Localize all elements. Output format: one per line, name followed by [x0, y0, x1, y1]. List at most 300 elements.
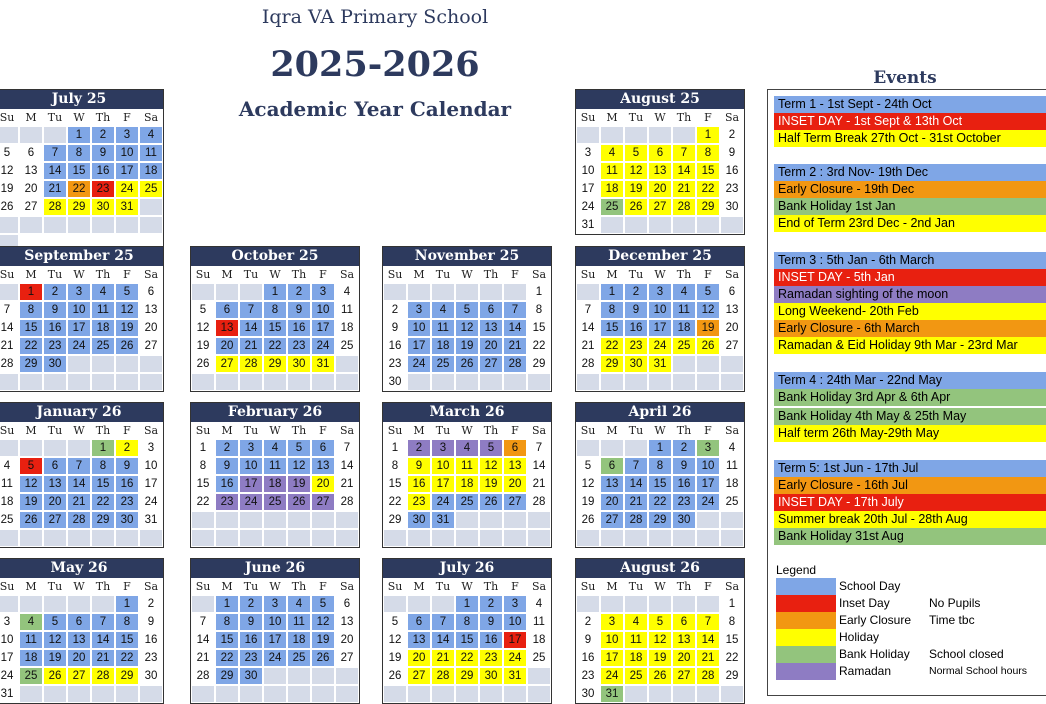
- day-cell: 2: [215, 439, 239, 457]
- day-cell: 4: [431, 301, 455, 319]
- empty-cell: [696, 529, 720, 547]
- weekday-label: Sa: [339, 580, 355, 593]
- day-cell: 3: [648, 283, 672, 301]
- weekday-label: Th: [676, 268, 692, 281]
- weekday-label: M: [606, 424, 618, 437]
- day-cell: 13: [407, 631, 431, 649]
- day-cell: 12: [115, 301, 139, 319]
- empty-cell: [648, 529, 672, 547]
- weekday-label: Sa: [143, 111, 159, 124]
- day-cell: 21: [91, 649, 115, 667]
- empty-cell: [600, 216, 624, 234]
- empty-cell: [503, 685, 527, 703]
- empty-cell: [407, 283, 431, 301]
- empty-cell: [455, 283, 479, 301]
- day-cell: 13: [672, 631, 696, 649]
- empty-cell: [527, 667, 551, 685]
- day-cell: 30: [407, 511, 431, 529]
- day-cell: 2: [672, 439, 696, 457]
- weekday-label: Su: [580, 580, 596, 593]
- day-cell: 6: [479, 301, 503, 319]
- day-cell: 10: [115, 144, 139, 162]
- day-cell: 17: [576, 180, 600, 198]
- day-cell: 18: [600, 180, 624, 198]
- day-cell: 29: [383, 511, 407, 529]
- weekday-label: W: [461, 268, 473, 281]
- empty-cell: [0, 283, 19, 301]
- day-cell: 28: [576, 355, 600, 373]
- weekday-label: Th: [291, 580, 307, 593]
- day-cell: 29: [263, 355, 287, 373]
- weekday-label: Tu: [243, 424, 259, 437]
- empty-cell: [407, 595, 431, 613]
- empty-cell: [527, 373, 551, 391]
- empty-cell: [19, 216, 43, 234]
- day-cell: 27: [503, 493, 527, 511]
- day-cell: 26: [383, 667, 407, 685]
- empty-cell: [67, 685, 91, 703]
- legend-label: Inset Day: [839, 596, 890, 610]
- month-title: March 26: [383, 403, 551, 422]
- day-cell: 7: [239, 301, 263, 319]
- empty-cell: [672, 216, 696, 234]
- weekday-header: [383, 422, 551, 439]
- day-cell: 15: [455, 631, 479, 649]
- day-grid: [383, 439, 551, 547]
- empty-cell: [239, 511, 263, 529]
- day-cell: 19: [696, 319, 720, 337]
- day-cell: 28: [239, 355, 263, 373]
- day-cell: 28: [335, 493, 359, 511]
- day-cell: 30: [91, 198, 115, 216]
- day-cell: 18: [455, 475, 479, 493]
- empty-cell: [696, 355, 720, 373]
- day-cell: 1: [215, 595, 239, 613]
- day-cell: 11: [335, 301, 359, 319]
- empty-cell: [0, 216, 19, 234]
- empty-cell: [600, 595, 624, 613]
- day-cell: 1: [19, 283, 43, 301]
- empty-cell: [67, 439, 91, 457]
- empty-cell: [720, 355, 744, 373]
- empty-cell: [311, 511, 335, 529]
- day-cell: 26: [0, 198, 19, 216]
- day-cell: 22: [383, 493, 407, 511]
- legend-label: Ramadan: [839, 664, 892, 678]
- empty-cell: [720, 685, 744, 703]
- day-cell: 13: [335, 613, 359, 631]
- day-cell: 14: [191, 631, 215, 649]
- weekday-label: F: [123, 424, 131, 437]
- day-cell: 7: [191, 613, 215, 631]
- event-item: End of Term 23rd Dec - 2nd Jan: [774, 215, 1046, 232]
- day-cell: 28: [527, 493, 551, 511]
- day-cell: 11: [139, 144, 163, 162]
- day-cell: 21: [191, 649, 215, 667]
- day-cell: 16: [407, 475, 431, 493]
- day-cell: 7: [527, 439, 551, 457]
- weekday-label: Su: [0, 580, 15, 593]
- day-cell: 25: [335, 337, 359, 355]
- day-cell: 2: [287, 283, 311, 301]
- empty-cell: [239, 283, 263, 301]
- day-cell: 19: [43, 649, 67, 667]
- weekday-label: Th: [291, 268, 307, 281]
- empty-cell: [455, 511, 479, 529]
- empty-cell: [527, 529, 551, 547]
- day-cell: 4: [0, 457, 19, 475]
- empty-cell: [287, 529, 311, 547]
- month-october-25: [190, 246, 360, 392]
- day-cell: 20: [503, 475, 527, 493]
- event-item: INSET DAY - 5th Jan: [774, 269, 1046, 286]
- weekday-label: Tu: [628, 424, 644, 437]
- weekday-label: Tu: [435, 580, 451, 593]
- weekday-label: F: [704, 268, 712, 281]
- day-cell: 30: [720, 198, 744, 216]
- day-cell: 26: [311, 649, 335, 667]
- day-cell: 14: [527, 457, 551, 475]
- day-cell: 26: [696, 337, 720, 355]
- day-cell: 13: [311, 457, 335, 475]
- day-cell: 24: [407, 355, 431, 373]
- day-cell: 11: [624, 631, 648, 649]
- day-cell: 25: [19, 667, 43, 685]
- day-cell: 20: [407, 649, 431, 667]
- event-item: Half Term Break 27th Oct - 31st October: [774, 130, 1046, 147]
- weekday-label: F: [511, 424, 519, 437]
- empty-cell: [67, 595, 91, 613]
- day-cell: 13: [67, 631, 91, 649]
- day-cell: 17: [239, 475, 263, 493]
- day-cell: 5: [19, 457, 43, 475]
- day-cell: 19: [115, 319, 139, 337]
- day-cell: 17: [407, 337, 431, 355]
- empty-cell: [139, 216, 163, 234]
- weekday-label: Th: [676, 111, 692, 124]
- empty-cell: [479, 373, 503, 391]
- day-cell: 26: [115, 337, 139, 355]
- day-cell: 24: [311, 337, 335, 355]
- day-cell: 16: [139, 631, 163, 649]
- legend-swatch: [776, 612, 836, 629]
- day-cell: 9: [672, 457, 696, 475]
- day-cell: 29: [696, 198, 720, 216]
- day-cell: 25: [139, 180, 163, 198]
- day-cell: 12: [43, 631, 67, 649]
- empty-cell: [455, 529, 479, 547]
- empty-cell: [576, 595, 600, 613]
- empty-cell: [0, 595, 19, 613]
- empty-cell: [67, 355, 91, 373]
- weekday-label: Sa: [143, 580, 159, 593]
- weekday-label: Su: [580, 268, 596, 281]
- legend-swatch: [776, 646, 836, 663]
- day-cell: 27: [720, 337, 744, 355]
- day-cell: 15: [720, 631, 744, 649]
- weekday-label: F: [511, 580, 519, 593]
- weekday-label: Th: [95, 580, 111, 593]
- empty-cell: [624, 595, 648, 613]
- day-cell: 24: [600, 667, 624, 685]
- month-january-26: [0, 402, 164, 548]
- empty-cell: [263, 667, 287, 685]
- day-grid: [576, 595, 744, 703]
- day-cell: 10: [407, 319, 431, 337]
- day-cell: 13: [19, 162, 43, 180]
- day-cell: 8: [648, 457, 672, 475]
- month-title: July 25: [0, 90, 163, 109]
- day-grid: [576, 283, 744, 391]
- weekday-label: Th: [95, 268, 111, 281]
- day-cell: 21: [696, 649, 720, 667]
- weekday-label: Su: [195, 580, 211, 593]
- empty-cell: [0, 439, 19, 457]
- day-cell: 22: [191, 493, 215, 511]
- day-cell: 1: [600, 283, 624, 301]
- day-cell: 21: [239, 337, 263, 355]
- day-cell: 22: [263, 337, 287, 355]
- day-cell: 30: [239, 667, 263, 685]
- empty-cell: [263, 529, 287, 547]
- day-cell: 18: [0, 493, 19, 511]
- empty-cell: [115, 355, 139, 373]
- day-cell: 30: [287, 355, 311, 373]
- day-cell: 7: [43, 144, 67, 162]
- day-cell: 25: [527, 649, 551, 667]
- day-cell: 14: [43, 162, 67, 180]
- month-august-25: [575, 89, 745, 235]
- empty-cell: [503, 529, 527, 547]
- month-title: November 25: [383, 247, 551, 266]
- day-grid: [383, 283, 551, 391]
- weekday-header: [0, 109, 163, 126]
- month-september-25: [0, 246, 164, 392]
- empty-cell: [139, 373, 163, 391]
- month-december-25: [575, 246, 745, 392]
- day-cell: 8: [455, 613, 479, 631]
- day-cell: 27: [479, 355, 503, 373]
- empty-cell: [648, 216, 672, 234]
- day-cell: 31: [311, 355, 335, 373]
- empty-cell: [672, 355, 696, 373]
- day-cell: 4: [263, 439, 287, 457]
- day-cell: 22: [527, 337, 551, 355]
- day-cell: 1: [263, 283, 287, 301]
- day-grid: [0, 283, 163, 391]
- day-cell: 20: [479, 337, 503, 355]
- day-cell: 17: [600, 649, 624, 667]
- day-cell: 9: [479, 613, 503, 631]
- day-cell: 8: [527, 301, 551, 319]
- day-cell: 19: [479, 475, 503, 493]
- day-cell: 25: [0, 511, 19, 529]
- weekday-label: Su: [387, 424, 403, 437]
- day-cell: 19: [648, 649, 672, 667]
- day-cell: 4: [527, 595, 551, 613]
- day-cell: 7: [576, 301, 600, 319]
- day-cell: 31: [0, 685, 19, 703]
- day-cell: 5: [43, 613, 67, 631]
- weekday-label: W: [654, 580, 666, 593]
- empty-cell: [672, 595, 696, 613]
- empty-cell: [43, 216, 67, 234]
- month-title: May 26: [0, 559, 163, 578]
- empty-cell: [527, 685, 551, 703]
- day-cell: 12: [479, 457, 503, 475]
- day-cell: 3: [139, 439, 163, 457]
- weekday-label: W: [269, 268, 281, 281]
- empty-cell: [431, 685, 455, 703]
- day-cell: 12: [19, 475, 43, 493]
- day-cell: 23: [672, 493, 696, 511]
- day-cell: 10: [311, 301, 335, 319]
- day-cell: 4: [287, 595, 311, 613]
- day-cell: 26: [19, 511, 43, 529]
- empty-cell: [115, 373, 139, 391]
- day-cell: 19: [311, 631, 335, 649]
- weekday-label: Su: [0, 268, 15, 281]
- event-item: Ramadan sighting of the moon: [774, 286, 1046, 303]
- empty-cell: [287, 373, 311, 391]
- day-cell: 17: [139, 475, 163, 493]
- weekday-label: Th: [95, 424, 111, 437]
- empty-cell: [263, 685, 287, 703]
- day-cell: 14: [672, 162, 696, 180]
- empty-cell: [263, 511, 287, 529]
- weekday-label: Sa: [531, 424, 547, 437]
- day-cell: 12: [311, 613, 335, 631]
- day-cell: 21: [527, 475, 551, 493]
- day-cell: 23: [407, 493, 431, 511]
- day-cell: 21: [335, 475, 359, 493]
- day-cell: 23: [215, 493, 239, 511]
- day-cell: 29: [720, 667, 744, 685]
- empty-cell: [19, 529, 43, 547]
- empty-cell: [527, 511, 551, 529]
- day-cell: 16: [672, 475, 696, 493]
- day-cell: 24: [115, 180, 139, 198]
- day-cell: 29: [527, 355, 551, 373]
- day-cell: 9: [287, 301, 311, 319]
- day-cell: 10: [431, 457, 455, 475]
- day-cell: 25: [624, 667, 648, 685]
- event-item: INSET DAY - 1st Sept & 13th Oct: [774, 113, 1046, 130]
- empty-cell: [115, 529, 139, 547]
- day-cell: 28: [431, 667, 455, 685]
- day-cell: 3: [115, 126, 139, 144]
- empty-cell: [431, 529, 455, 547]
- day-cell: 5: [576, 457, 600, 475]
- day-cell: 18: [287, 631, 311, 649]
- day-cell: 27: [600, 511, 624, 529]
- day-cell: 24: [503, 649, 527, 667]
- day-cell: 16: [43, 319, 67, 337]
- day-cell: 10: [648, 301, 672, 319]
- day-cell: 26: [455, 355, 479, 373]
- day-cell: 9: [239, 613, 263, 631]
- day-cell: 31: [503, 667, 527, 685]
- day-cell: 8: [263, 301, 287, 319]
- day-grid: [576, 126, 744, 234]
- day-cell: 10: [0, 631, 19, 649]
- day-cell: 11: [91, 301, 115, 319]
- day-cell: 20: [19, 180, 43, 198]
- weekday-label: Tu: [628, 111, 644, 124]
- day-cell: 17: [696, 475, 720, 493]
- day-cell: 5: [191, 301, 215, 319]
- empty-cell: [191, 685, 215, 703]
- empty-cell: [43, 373, 67, 391]
- weekday-label: W: [654, 268, 666, 281]
- day-cell: 30: [43, 355, 67, 373]
- day-cell: 14: [239, 319, 263, 337]
- day-cell: 4: [672, 283, 696, 301]
- school-name: Iqra VA Primary School: [261, 6, 489, 28]
- day-cell: 14: [67, 475, 91, 493]
- weekday-label: Tu: [47, 424, 63, 437]
- empty-cell: [67, 216, 91, 234]
- month-march-26: [382, 402, 552, 548]
- day-cell: 3: [263, 595, 287, 613]
- day-cell: 20: [600, 493, 624, 511]
- day-cell: 11: [527, 613, 551, 631]
- empty-cell: [287, 511, 311, 529]
- day-cell: 9: [720, 144, 744, 162]
- weekday-label: F: [704, 424, 712, 437]
- day-cell: 28: [503, 355, 527, 373]
- day-cell: 28: [624, 511, 648, 529]
- empty-cell: [91, 685, 115, 703]
- month-august-26: [575, 558, 745, 704]
- weekday-header: [383, 578, 551, 595]
- empty-cell: [215, 283, 239, 301]
- day-cell: 8: [600, 301, 624, 319]
- day-cell: 4: [720, 439, 744, 457]
- weekday-label: M: [25, 111, 37, 124]
- day-cell: 23: [115, 493, 139, 511]
- day-cell: 1: [720, 595, 744, 613]
- day-cell: 6: [43, 457, 67, 475]
- day-cell: 22: [720, 649, 744, 667]
- day-cell: 4: [91, 283, 115, 301]
- day-cell: 27: [648, 198, 672, 216]
- month-title: December 25: [576, 247, 744, 266]
- day-cell: 1: [383, 439, 407, 457]
- empty-cell: [672, 126, 696, 144]
- day-cell: 26: [287, 493, 311, 511]
- day-cell: 25: [263, 493, 287, 511]
- empty-cell: [19, 126, 43, 144]
- day-cell: 10: [696, 457, 720, 475]
- day-cell: 15: [383, 475, 407, 493]
- day-cell: 14: [576, 319, 600, 337]
- empty-cell: [720, 511, 744, 529]
- day-cell: 1: [696, 126, 720, 144]
- empty-cell: [239, 529, 263, 547]
- month-july-25: [0, 89, 164, 253]
- day-cell: 18: [672, 319, 696, 337]
- weekday-label: Su: [0, 424, 15, 437]
- day-cell: 29: [91, 511, 115, 529]
- day-cell: 30: [672, 511, 696, 529]
- weekday-label: Th: [291, 424, 307, 437]
- day-cell: 2: [407, 439, 431, 457]
- event-item: Early Closure - 6th March: [774, 320, 1046, 337]
- day-cell: 27: [43, 511, 67, 529]
- day-cell: 16: [383, 337, 407, 355]
- weekday-label: Sa: [339, 424, 355, 437]
